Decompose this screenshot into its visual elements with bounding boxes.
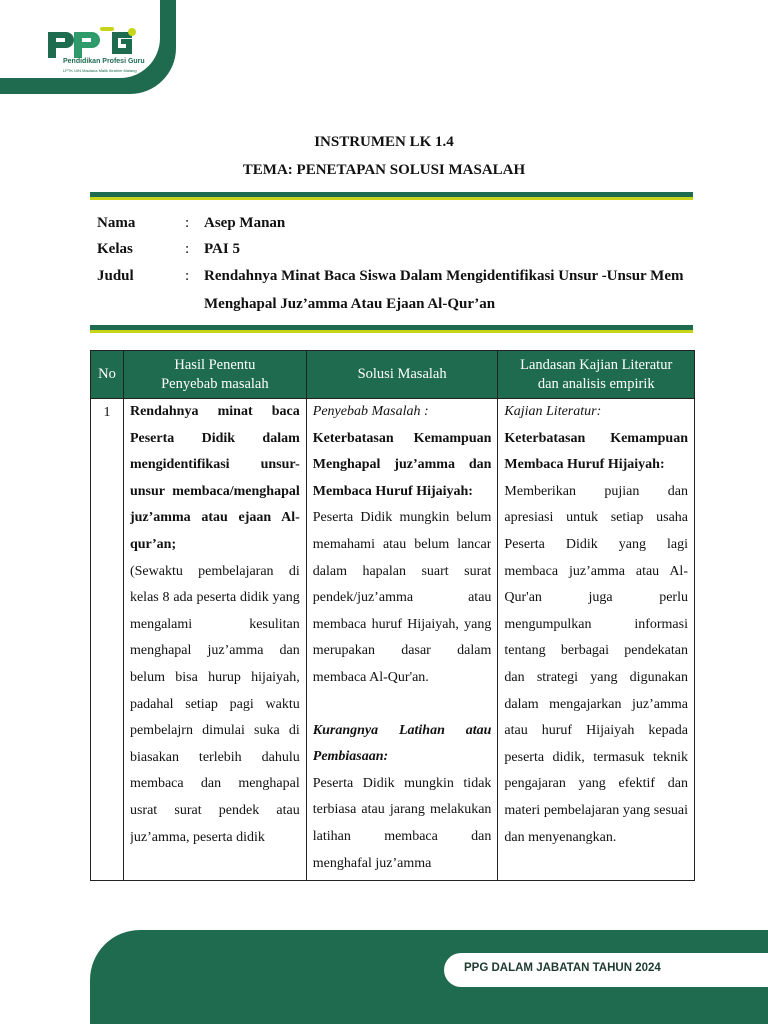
hasil-text: (Sewaktu pembelajaran di kelas 8 ada peserta didik yang mengalami kesulitan menghapal juz’amma dan belum bisa hurup hijaiyah, padahal setiap pagi waktu pembelajrn dimulai suka di biasakan terlebih dahulu membaca dan menghapal usrat surat pendek atau juz’amma, peserta didik	[129, 563, 300, 845]
table-row	[91, 399, 695, 881]
col-header-hasil	[123, 351, 306, 399]
col-header-hasil-line-2: Penyebab masalah	[161, 375, 269, 392]
cell-solusi	[306, 399, 498, 881]
logo-tagline: LPTK UIN Maulana Malik Ibrahim Malang	[63, 68, 137, 73]
solusi-text-2: Peserta Didik mungkin tidak terbiasa atau jarang melakukan latihan membaca dan menghafal juz’amma	[312, 775, 492, 871]
col-header-landasan	[498, 351, 695, 399]
landasan-text: Memberikan pujian dan apresiasi untuk setiap usaha Peserta Didik yang lagi membaca juz’amma atau Al-Qur'an juga perlu mengumpulkan informasi tentang berbagai pendekatan dan strategi yang digunakan dalam mengajarkan juz’amma atau huruf Hijaiyah kepada peserta didik, termasuk teknik pengajaran yang efektif dan materi pembelajaran yang sesuai dan menyenangkan.	[504, 483, 688, 845]
row-number	[91, 399, 124, 881]
colon: :	[185, 241, 190, 257]
col-header-landasan-line-1: Landasan Kajian Literatur	[520, 356, 673, 373]
row-number-text: 1	[103, 405, 111, 420]
solusi-heading-2: Kurangnya Latihan atau Pembiasaan:	[312, 722, 492, 765]
footer-label: PPG DALAM JABATAN TAHUN 2024	[464, 962, 661, 974]
judul-label: Judul	[97, 268, 134, 284]
divider-stripe-bottom	[90, 325, 693, 333]
col-header-no: No	[91, 351, 124, 399]
ppg-logo-icon	[46, 26, 138, 60]
col-header-hasil-line-1: Hasil Penentu	[174, 356, 256, 373]
kelas-value: PAI 5	[204, 241, 240, 257]
cell-landasan	[498, 399, 695, 881]
col-header-landasan-line-2: dan analisis empirik	[537, 375, 655, 392]
landasan-label: Kajian Literatur:	[504, 404, 602, 419]
kelas-label: Kelas	[97, 241, 133, 257]
colon: :	[185, 215, 190, 231]
logo-name: Pendidikan Profesi Guru	[63, 58, 145, 65]
nama-label: Nama	[97, 215, 136, 231]
solution-table	[90, 350, 695, 881]
logo-card	[0, 0, 160, 78]
document-title: INSTRUMEN LK 1.4	[314, 134, 454, 150]
solusi-heading-1: Keterbatasan Kemampuan Menghapal juz’amma dan Membaca Huruf Hijaiyah:	[312, 430, 492, 499]
colon: :	[185, 268, 190, 284]
divider-stripe-top	[90, 192, 693, 200]
judul-value-line-1: Rendahnya Minat Baca Siswa Dalam Mengidentifikasi Unsur -Unsur Mem	[204, 268, 684, 284]
cell-hasil	[123, 399, 306, 881]
landasan-heading: Keterbatasan Kemampuan Membaca Huruf Hijaiyah:	[504, 430, 688, 473]
table-header-row	[91, 351, 695, 399]
hasil-heading: Rendahnya minat baca Peserta Didik dalam mengidentifikasi unsur-unsur membaca/menghapal juz’amma atau ejaan Al-qur’an;	[129, 404, 300, 552]
solusi-label: Penyebab Masalah :	[312, 404, 429, 419]
solusi-text-1: Peserta Didik mungkin belum memahami atau belum lancar dalam hapalan suart surat pendek/juz’amma atau membaca huruf Hijaiyah, yang merupakan dasar dalam membaca Al-Qur'an.	[312, 510, 492, 685]
nama-value: Asep Manan	[204, 215, 286, 231]
col-header-solusi: Solusi Masalah	[306, 351, 498, 399]
document-subtitle: TEMA: PENETAPAN SOLUSI MASALAH	[242, 162, 526, 178]
judul-value-line-2: Menghapal Juz’amma Atau Ejaan Al-Qur’an	[204, 296, 496, 312]
